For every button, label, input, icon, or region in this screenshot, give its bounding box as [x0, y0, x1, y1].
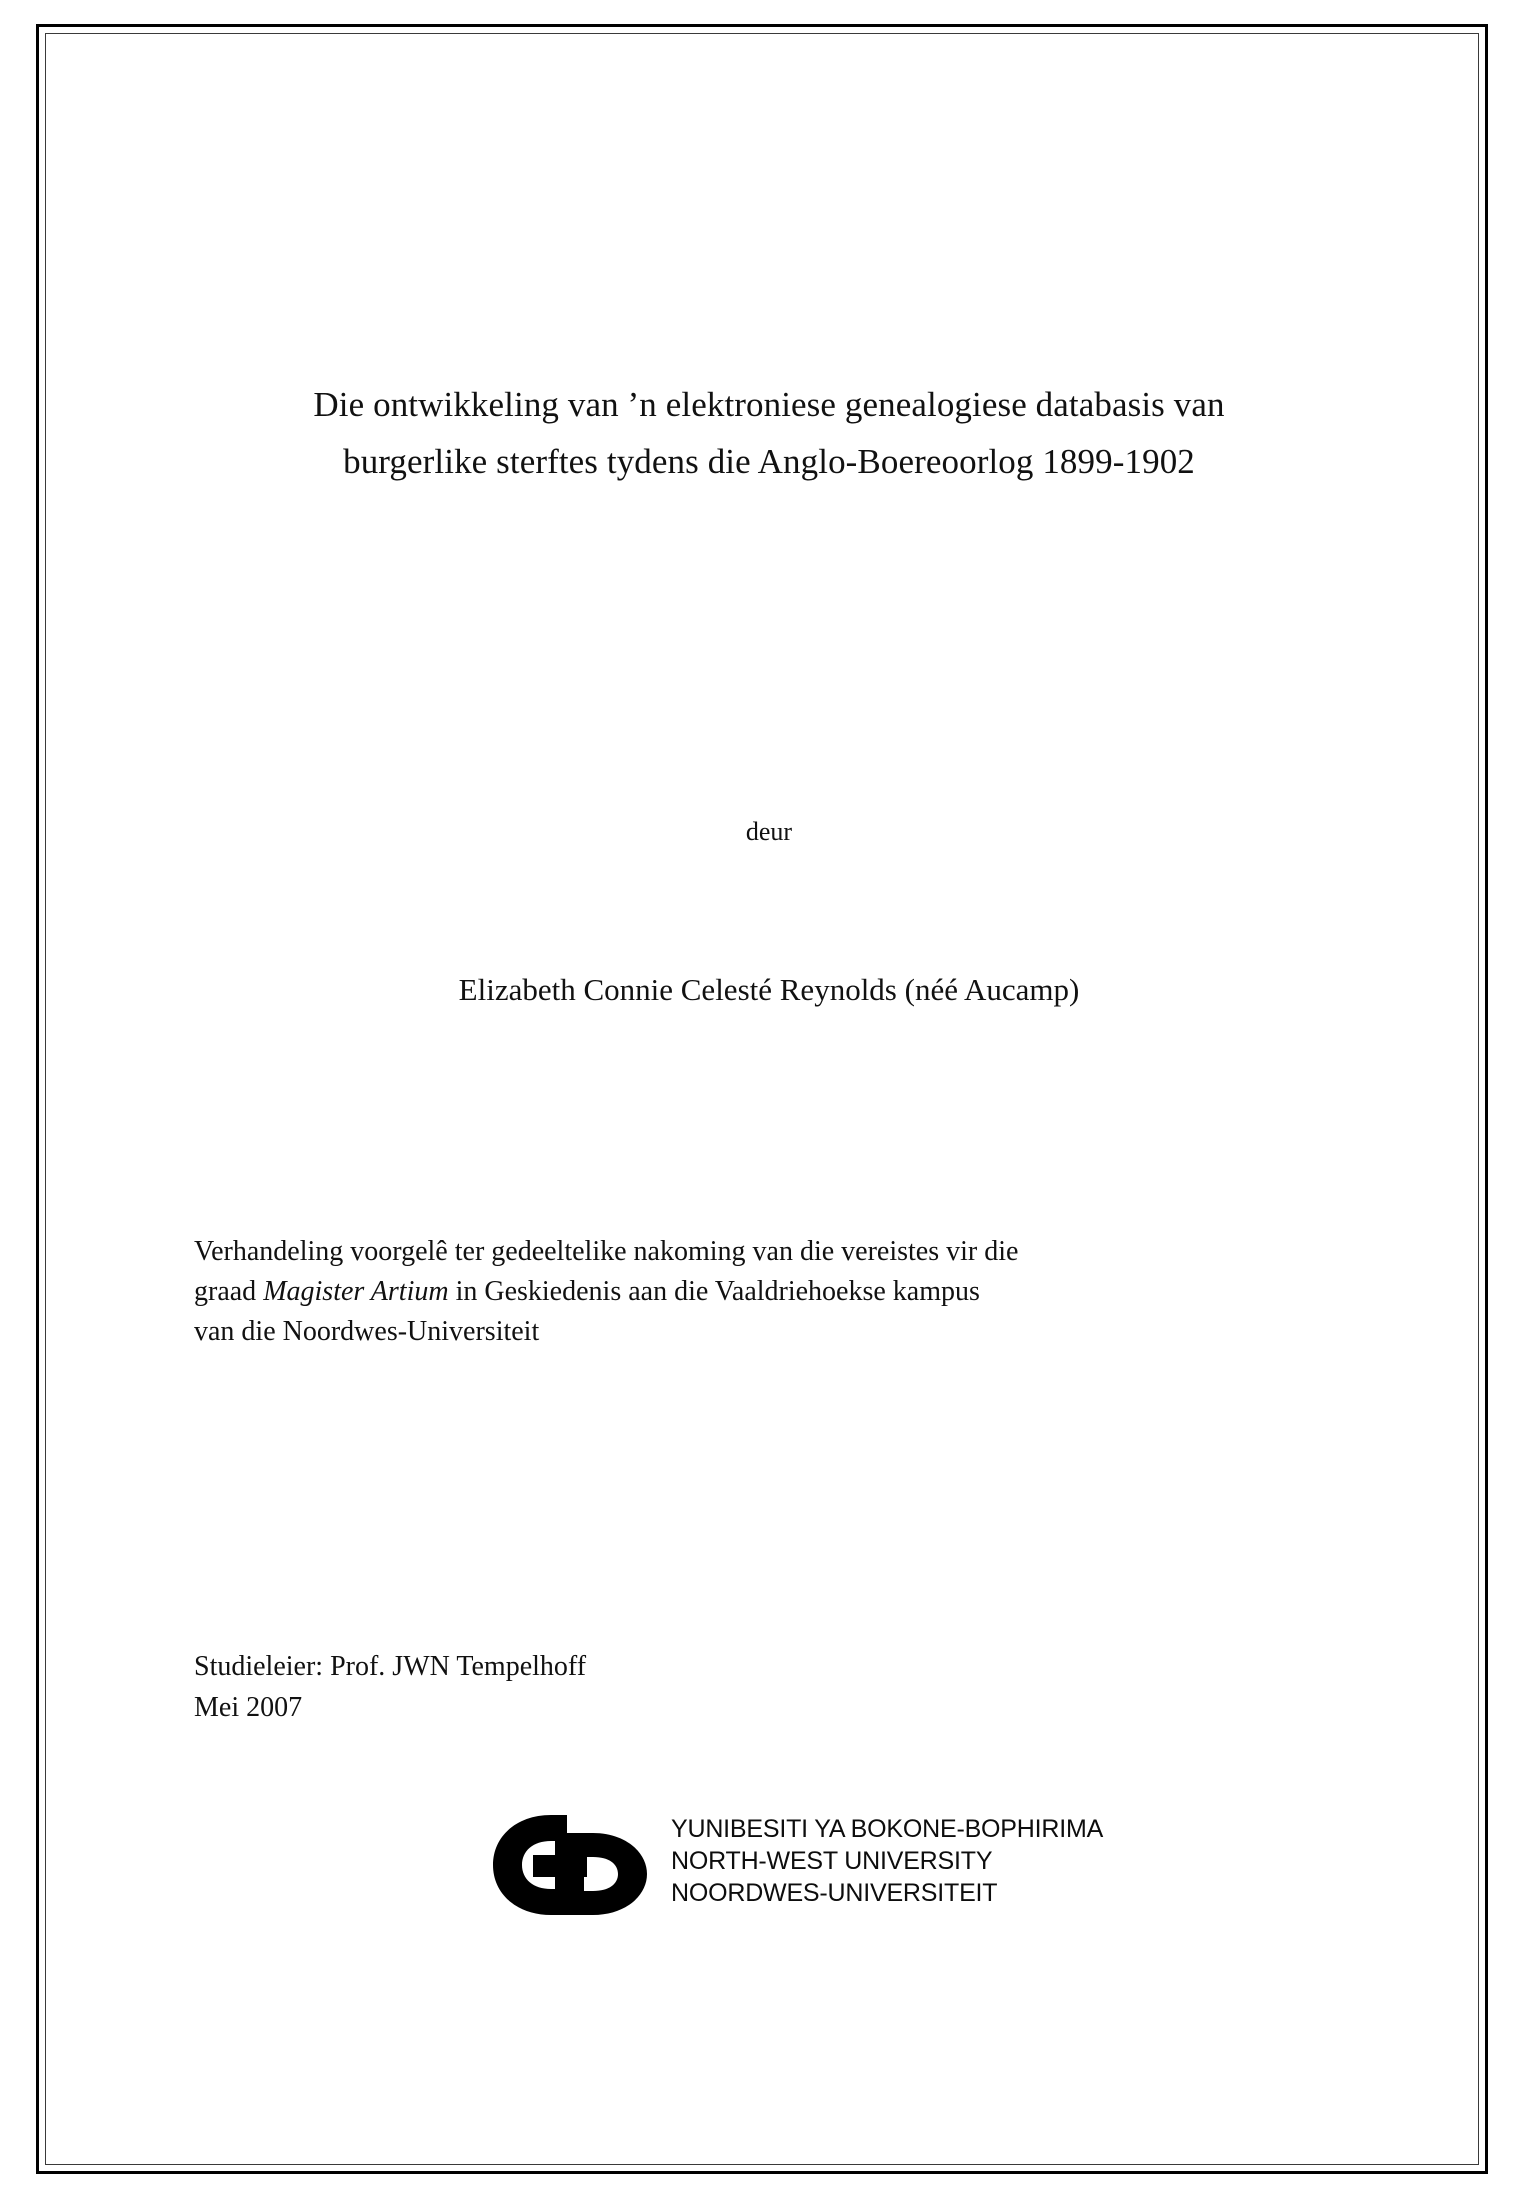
university-logo-text: [671, 1813, 1103, 1909]
logo-text-line-3: NOORDWES-UNIVERSITEIT: [671, 1879, 998, 1907]
north-west-university-logo-icon: [489, 1811, 664, 1919]
university-logo: [489, 1807, 1249, 1927]
degree-statement: [194, 1232, 1342, 1351]
supervisor-line: Studieleier: Prof. JWN Tempelhoff: [194, 1651, 587, 1682]
page-border-frame: [36, 24, 1488, 2174]
title-line-1: Die ontwikkeling van ’n elektroniese genealogiese databasis van: [313, 385, 1225, 424]
author-name: Elizabeth Connie Celesté Reynolds (néé Aucamp): [458, 972, 1080, 1007]
logo-text-line-1: YUNIBESITI YA BOKONE-BOPHIRIMA: [671, 1815, 1104, 1843]
degree-statement-line-2-post: in Geskiedenis aan die Vaaldriehoekse kampus: [448, 1275, 980, 1307]
page-title: [189, 377, 1349, 490]
date-line: Mei 2007: [194, 1691, 303, 1723]
degree-statement-line-1: Verhandeling voorgelê ter gedeeltelike nakoming van die vereistes vir die: [194, 1236, 1019, 1267]
degree-name-italic: Magister Artium: [263, 1275, 449, 1307]
degree-statement-line-3: van die Noordwes-Universiteit: [194, 1315, 540, 1347]
byline-label: deur: [745, 817, 793, 846]
degree-statement-line-2-pre: graad: [194, 1275, 264, 1307]
title-line-2: burgerlike sterftes tydens die Anglo-Boereoorlog 1899-1902: [343, 441, 1195, 481]
supervisor-and-date: [194, 1647, 1094, 1728]
degree-statement-line-2: [194, 1272, 1342, 1312]
logo-text-line-2: NORTH-WEST UNIVERSITY: [671, 1847, 993, 1875]
title-page-content: [189, 27, 1349, 2171]
